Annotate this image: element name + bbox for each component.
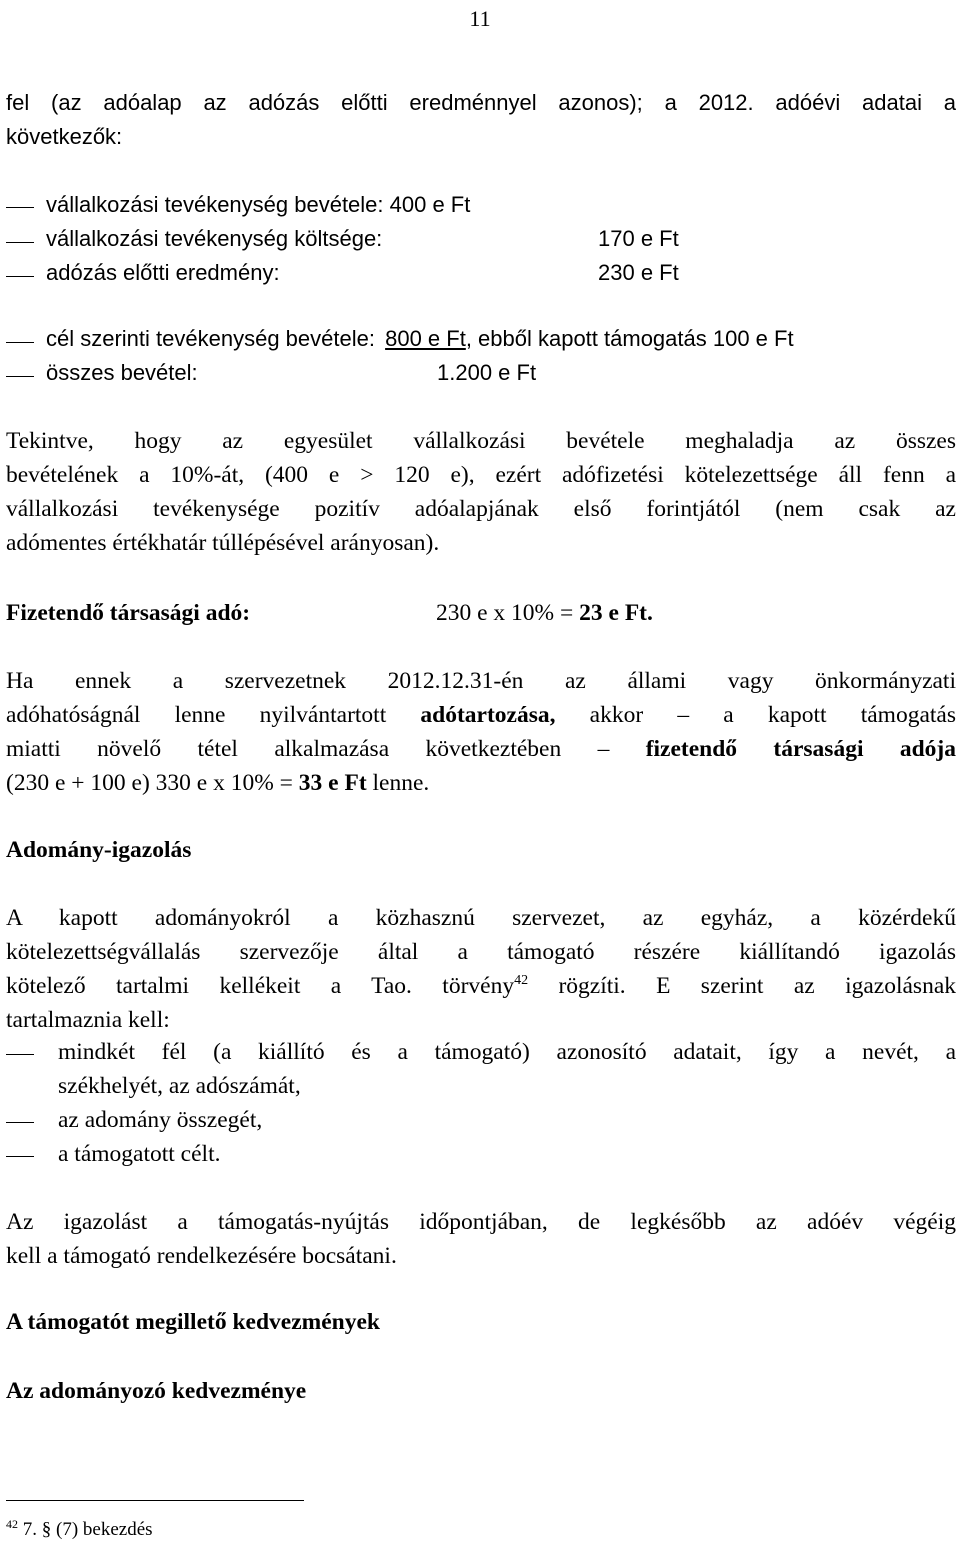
- dash-bullet: [6, 1156, 34, 1157]
- heading-supporter-benefits: A támogatót megillető kedvezmények: [6, 1309, 380, 1335]
- page-number: 11: [469, 6, 491, 31]
- intro-line-1: fel (az adóalap az adózás előtti eredménnyel azonos); a 2012. adóévi adatai a: [6, 90, 956, 115]
- paragraph-line: kell a támogató rendelkezésére bocsátani.: [6, 1243, 397, 1269]
- purpose-item-1: [46, 322, 794, 356]
- dash-bullet: [6, 342, 34, 343]
- paragraph-line: [6, 766, 429, 800]
- text-bold-run: fizetendő társasági adója: [645, 736, 956, 762]
- text-run: miatti növelő tétel alkalmazása következtében –: [6, 736, 646, 762]
- paragraph-line: [6, 969, 956, 1007]
- business-item-value: 170 e Ft: [598, 226, 679, 251]
- text-run: rögzíti. E szerint az igazolásnak: [528, 973, 956, 999]
- tax-line: [6, 596, 250, 630]
- purpose-item-label: összes bevétel:: [46, 360, 198, 385]
- text-run: (230 e + 100 e) 330 e x 10% =: [6, 770, 299, 796]
- purpose-item-rest: , ebből kapott támogatás 100 e Ft: [465, 326, 794, 351]
- paragraph-line: Ha ennek a szervezetnek 2012.12.31-én az állami vagy önkormányzati: [6, 668, 956, 694]
- paragraph-line: [6, 732, 956, 766]
- purpose-item-value: 800 e Ft: [385, 326, 466, 351]
- business-item-label: vállalkozási tevékenység bevétele: 400 e Ft: [46, 192, 471, 217]
- dash-bullet: [6, 1054, 34, 1055]
- text-run: akkor – a kapott támogatás: [555, 702, 956, 728]
- purpose-item-label: cél szerinti tevékenység bevétele:: [46, 326, 375, 351]
- dash-bullet: [6, 207, 34, 208]
- text-bold-run: adótartozása,: [420, 702, 556, 728]
- paragraph-line: kötelezettségvállalás szervezője által a támogató részére kiállítandó igazolás: [6, 939, 956, 965]
- footnote-number: 42: [6, 1517, 18, 1531]
- paragraph-line: adómentes értékhatár túllépésével arányosan).: [6, 530, 440, 556]
- paragraph-line: A kapott adományokról a közhasznú szervezet, az egyház, a közérdekű: [6, 905, 956, 931]
- business-item-label: adózás előtti eredmény:: [46, 260, 280, 285]
- footnote-text: 7. § (7) bekezdés: [18, 1519, 153, 1540]
- requirement-item: a támogatott célt.: [58, 1141, 221, 1167]
- footnote-separator: [6, 1500, 304, 1501]
- tax-line-label: Fizetendő társasági adó:: [6, 600, 251, 626]
- tax-line-calc: [436, 596, 653, 630]
- text-run: lenne.: [366, 770, 430, 796]
- tax-result: 23 e Ft.: [579, 600, 653, 626]
- text-run: adóhatóságnál lenne nyilvántartott: [6, 702, 421, 728]
- heading-donor-benefit: Az adományozó kedvezménye: [6, 1378, 307, 1404]
- paragraph-line: vállalkozási tevékenysége pozitív adóalapjának első forintjától (nem csak az: [6, 496, 956, 522]
- dash-bullet: [6, 276, 34, 277]
- intro-line-2: következők:: [6, 124, 123, 149]
- paragraph-line: tartalmaznia kell:: [6, 1007, 170, 1033]
- dash-bullet: [6, 1122, 34, 1123]
- paragraph-line: [6, 698, 956, 732]
- paragraph-line: bevételének a 10%-át, (400 e > 120 e), ezért adófizetési kötelezettsége áll fenn a: [6, 462, 956, 488]
- requirement-item-continuation: székhelyét, az adószámát,: [58, 1073, 301, 1099]
- purpose-item-value: 1.200 e Ft: [437, 360, 537, 385]
- footnote: [6, 1513, 153, 1548]
- footnote-reference: 42: [514, 973, 529, 988]
- text-run: kötelező tartalmi kellékeit a Tao. törvény: [6, 973, 515, 999]
- text-bold-run: 33 e Ft: [298, 770, 367, 796]
- dash-bullet: [6, 242, 34, 243]
- business-item-label: vállalkozási tevékenység költsége:: [46, 226, 383, 251]
- dash-bullet: [6, 376, 34, 377]
- business-item-value: 230 e Ft: [598, 260, 679, 285]
- requirement-item: mindkét fél (a kiállító és a támogató) azonosító adatait, így a nevét, a: [58, 1039, 956, 1065]
- requirement-item: az adomány összegét,: [58, 1107, 263, 1133]
- paragraph-line: Tekintve, hogy az egyesület vállalkozási bevétele meghaladja az összes: [6, 428, 956, 454]
- paragraph-line: Az igazolást a támogatás-nyújtás időpontjában, de legkésőbb az adóév végéig: [6, 1209, 956, 1235]
- heading-donation-certificate: Adomány-igazolás: [6, 837, 192, 863]
- tax-calc: 230 e x 10% =: [436, 600, 580, 626]
